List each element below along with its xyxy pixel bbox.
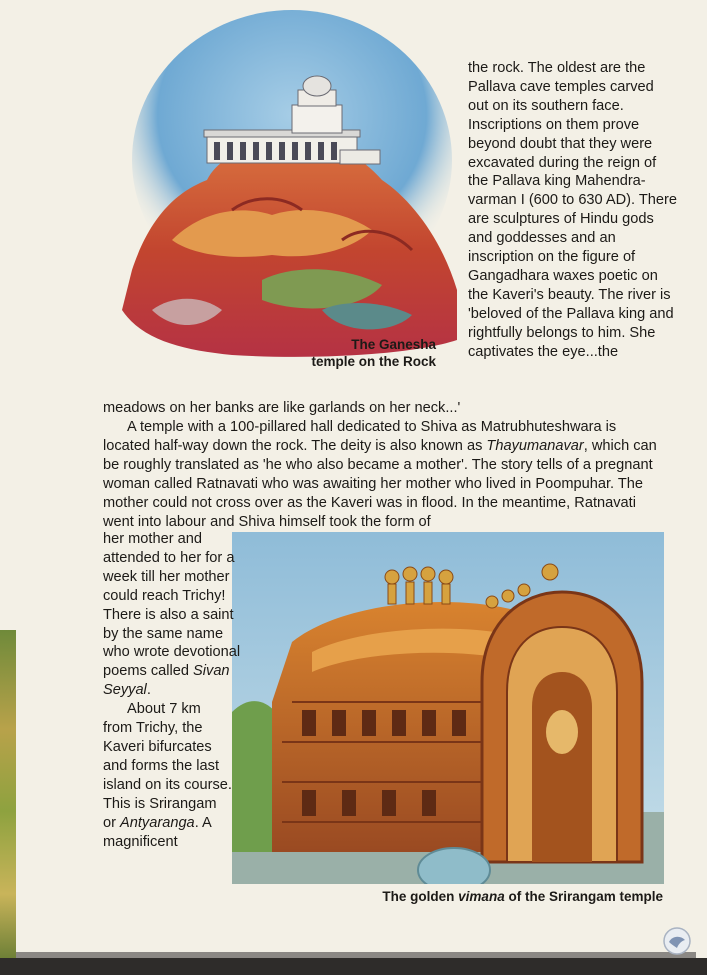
ganesha-temple-illustration bbox=[112, 10, 460, 360]
text-run: . A magnificent bbox=[103, 814, 211, 850]
text-run: , which can be roughly translated as 'he who also became a mother'. The story tells of a pregnant woman called Ratnavati who was awaiting her mother who lived in Poompuhar. The mother could not cross over as the Kaveri was in flood. In the meantime, Ratnavati went into labour and Shiva himself took the form of bbox=[103, 437, 657, 530]
srirangam-paragraph bbox=[103, 700, 233, 851]
caption-line: The Ganesha bbox=[351, 337, 436, 352]
text-run: her mother and attended to her for a week till her mother could reach Trichy! There is also a saint by the same name who wrote devotional poems called bbox=[103, 531, 241, 680]
caption-text: The golden bbox=[382, 889, 459, 904]
text-run: About 7 km from Trichy, the Kaveri bifurcates and forms the last island on its course. This is Srirangam or bbox=[103, 701, 232, 831]
bottom-edge-shadow bbox=[0, 958, 707, 975]
srirangam-vimana-illustration bbox=[232, 532, 664, 884]
srirangam-vimana-caption bbox=[330, 888, 663, 905]
ganesha-temple-caption bbox=[250, 336, 436, 370]
right-column-paragraph: the rock. The oldest are the Pallava cave temples carved out on its southern face. Inscriptions on them prove beyond doubt that they were excavated during the reign of the Pallava king Mahendra-varman I (600 to 630 AD). There are sculptures of Hindu gods and goddesses and an inscription on the figure of Gangadhara waxes poetic on the Kaveri's beauty. The river is 'beloved of the Pallava king and rightfully belongs to him. She captivates the eye...the bbox=[468, 60, 678, 360]
adjacent-page-edge bbox=[0, 630, 16, 960]
caption-text: of the Srirangam temple bbox=[504, 889, 663, 904]
text-run: . bbox=[146, 682, 151, 699]
text-run: A temple with a 100-pillared hall dedicated to Shiva as Matrubhuteshwara is located half-way down the rock. The deity is also known as bbox=[103, 419, 617, 454]
italic-term: Antyaranga bbox=[120, 814, 195, 831]
temple-paragraph bbox=[103, 418, 663, 531]
continuation-line: meadows on her banks are like garlands on her neck...' bbox=[103, 400, 461, 416]
italic-term: Sivan Seyyal bbox=[103, 663, 230, 699]
left-column-text bbox=[103, 530, 253, 851]
italic-term: Thayumanavar bbox=[486, 437, 584, 454]
caption-italic: vimana bbox=[458, 889, 505, 904]
left-column-paragraph bbox=[103, 530, 253, 700]
publisher-seal-icon bbox=[660, 926, 694, 956]
caption-line: temple on the Rock bbox=[311, 354, 436, 369]
